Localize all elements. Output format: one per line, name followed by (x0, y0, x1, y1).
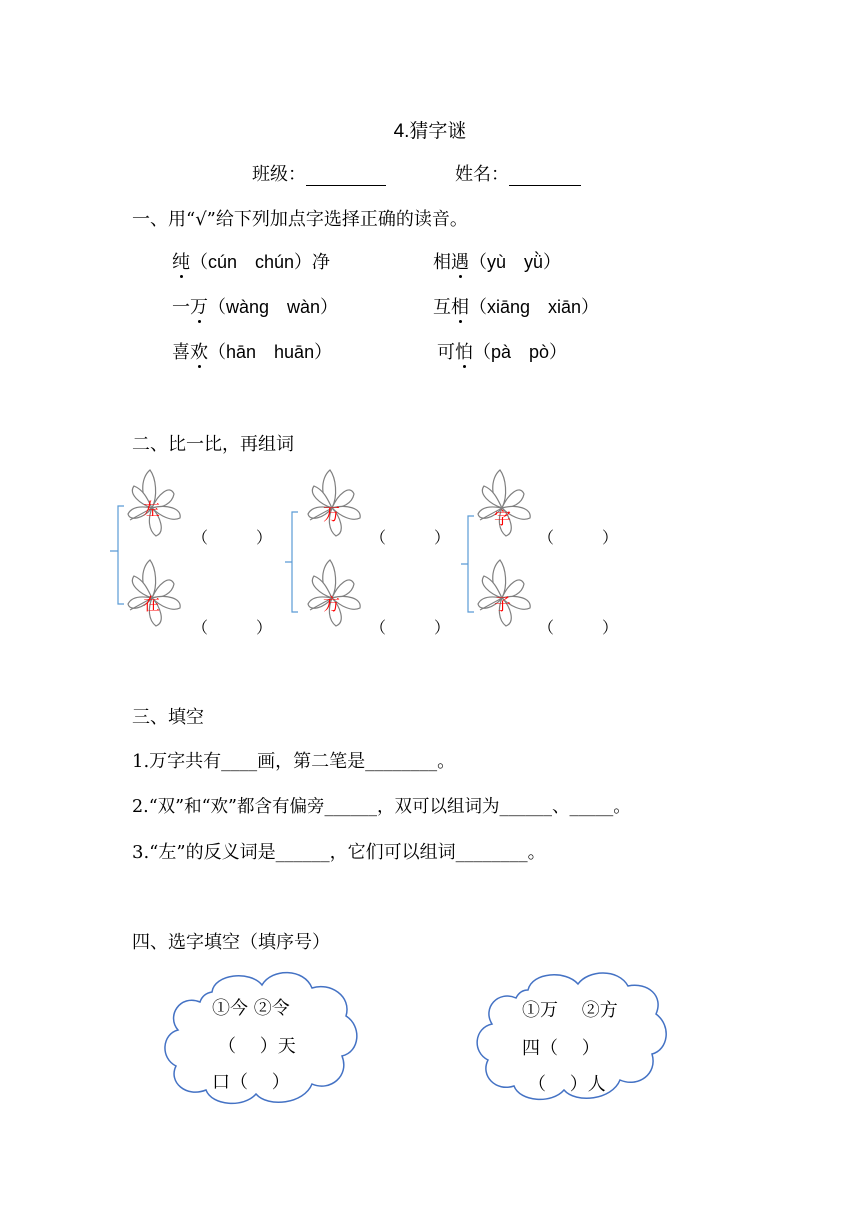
section3-heading: 三、填空 (132, 707, 204, 728)
word-blank[interactable]: （ ） (192, 528, 273, 547)
dotted-char: 相 (451, 293, 469, 319)
word-blank[interactable]: （ ） (370, 528, 451, 547)
word-blank[interactable]: （ ） (370, 618, 451, 637)
word-blank[interactable]: （ ） (538, 618, 619, 637)
fill-line[interactable]: 1.万字共有____画，第二笔是________。 (132, 751, 456, 772)
name-label: 姓名： (455, 164, 509, 185)
pinyin-item: 可怕（pà pò） (437, 338, 567, 364)
page-title: 4.猜字谜 (393, 121, 467, 142)
pinyin-item: 互相（xiāng xiān） (433, 293, 599, 319)
dotted-char: 万 (190, 293, 208, 319)
compare-char: 方 (323, 595, 340, 615)
pinyin-item: 喜欢（hān huān） (172, 338, 332, 364)
section4-heading: 四、选字填空（填序号） (132, 932, 330, 953)
cloud1-item[interactable]: 口（ ） (212, 1072, 290, 1093)
cloud2-item[interactable]: 四（ ） (522, 1038, 600, 1059)
cloud2-options: ①万 ②方 (522, 1000, 618, 1021)
section1-heading: 一、用“√”给下列加点字选择正确的读音。 (132, 209, 468, 230)
cloud1-options: ①今 ②令 (212, 998, 290, 1019)
cloud2-item[interactable]: （ ）人 (528, 1074, 606, 1095)
fill-line[interactable]: 2.“双”和“欢”都含有偏旁______，双可以组词为______、_____。 (132, 797, 631, 817)
word-blank[interactable]: （ ） (538, 528, 619, 547)
compare-char: 字 (494, 509, 511, 529)
section2-heading: 二、比一比，再组词 (132, 434, 294, 455)
dotted-char: 怕 (455, 338, 473, 364)
dotted-char: 纯 (172, 248, 190, 274)
fill-line[interactable]: 3.“左”的反义词是______，它们可以组词________。 (132, 842, 546, 863)
pinyin-item: 相遇（yù yǜ） (433, 248, 561, 274)
dotted-char: 遇 (451, 248, 469, 274)
word-blank[interactable]: （ ） (192, 618, 273, 637)
class-label: 班级： (252, 164, 306, 185)
compare-char: 子 (494, 595, 511, 615)
pinyin-item: 纯（cún chún）净 (172, 248, 330, 274)
pinyin-item: 一万（wàng wàn） (172, 293, 338, 319)
dotted-char: 欢 (190, 338, 208, 364)
compare-char: 左 (143, 500, 160, 520)
cloud1-item[interactable]: （ ）天 (218, 1036, 296, 1057)
compare-char: 在 (143, 595, 160, 615)
compare-char: 万 (323, 505, 340, 525)
